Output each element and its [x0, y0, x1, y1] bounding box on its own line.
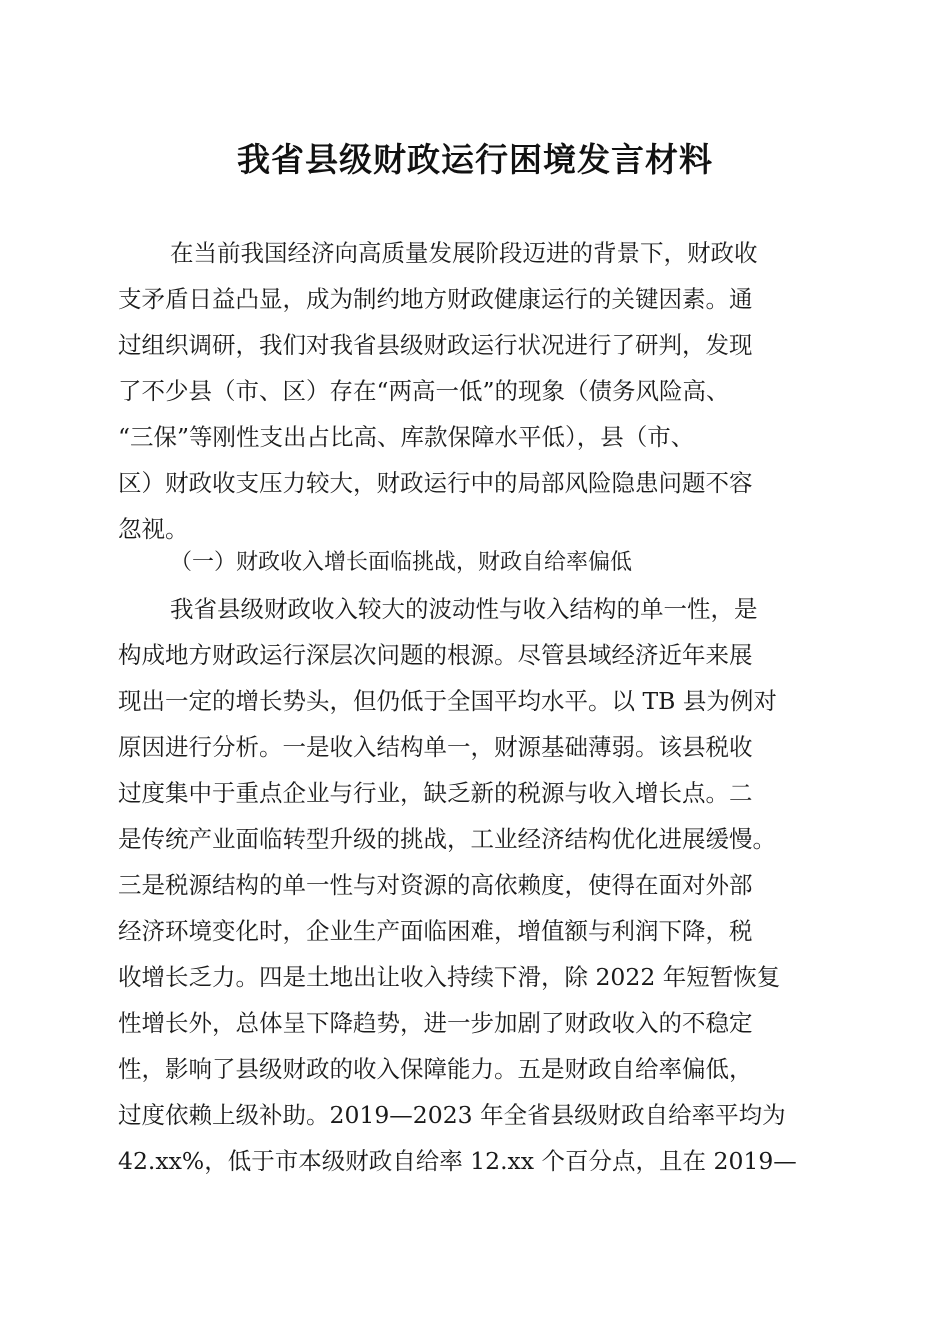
text-line: 42.xx%，低于市本级财政自给率 12.xx 个百分点，且在 2019— — [118, 1147, 797, 1175]
text-line: “三保”等刚性支出占比高、库款保障水平低），县（市、 — [118, 423, 695, 451]
text-line: 经济环境变化时，企业生产面临困难，增值额与利润下降，税 — [118, 917, 753, 945]
text-line: 构成地方财政运行深层次问题的根源。尽管县域经济近年来展 — [118, 641, 753, 669]
text-line: 在当前我国经济向高质量发展阶段迈进的背景下，财政收 — [170, 239, 758, 267]
text-line: 过度依赖上级补助。2019—2023 年全省县级财政自给率平均为 — [118, 1101, 786, 1129]
text-line: 忽视。 — [118, 515, 189, 543]
text-line: 区）财政收支压力较大，财政运行中的局部风险隐患问题不容 — [118, 469, 753, 497]
text-line: 现出一定的增长势头，但仍低于全国平均水平。以 TB 县为例对 — [118, 687, 777, 715]
text-line: 原因进行分析。一是收入结构单一，财源基础薄弱。该县税收 — [118, 733, 753, 761]
text-line: 性，影响了县级财政的收入保障能力。五是财政自给率偏低， — [118, 1055, 753, 1083]
document-title: 我省县级财政运行困境发言材料 — [237, 140, 713, 179]
text-line: 支矛盾日益凸显，成为制约地方财政健康运行的关键因素。通 — [118, 285, 753, 313]
text-line: 是传统产业面临转型升级的挑战，工业经济结构优化进展缓慢。 — [118, 825, 776, 853]
text-line: 过组织调研，我们对我省县级财政运行状况进行了研判，发现 — [118, 331, 753, 359]
text-line: 过度集中于重点企业与行业，缺乏新的税源与收入增长点。二 — [118, 779, 753, 807]
paragraph-revenue — [118, 586, 838, 1184]
text-line: 性增长外，总体呈下降趋势，进一步加剧了财政收入的不稳定 — [118, 1009, 753, 1037]
section-heading: （一）财政收入增长面临挑战，财政自给率偏低 — [170, 550, 633, 575]
paragraph-intro — [118, 230, 838, 552]
text-line: 我省县级财政收入较大的波动性与收入结构的单一性，是 — [170, 595, 758, 623]
text-line: 三是税源结构的单一性与对资源的高依赖度，使得在面对外部 — [118, 871, 753, 899]
text-line: 了不少县（市、区）存在“两高一低”的现象（债务风险高、 — [118, 377, 730, 405]
text-line: 收增长乏力。四是土地出让收入持续下滑，除 2022 年短暂恢复 — [118, 963, 781, 991]
